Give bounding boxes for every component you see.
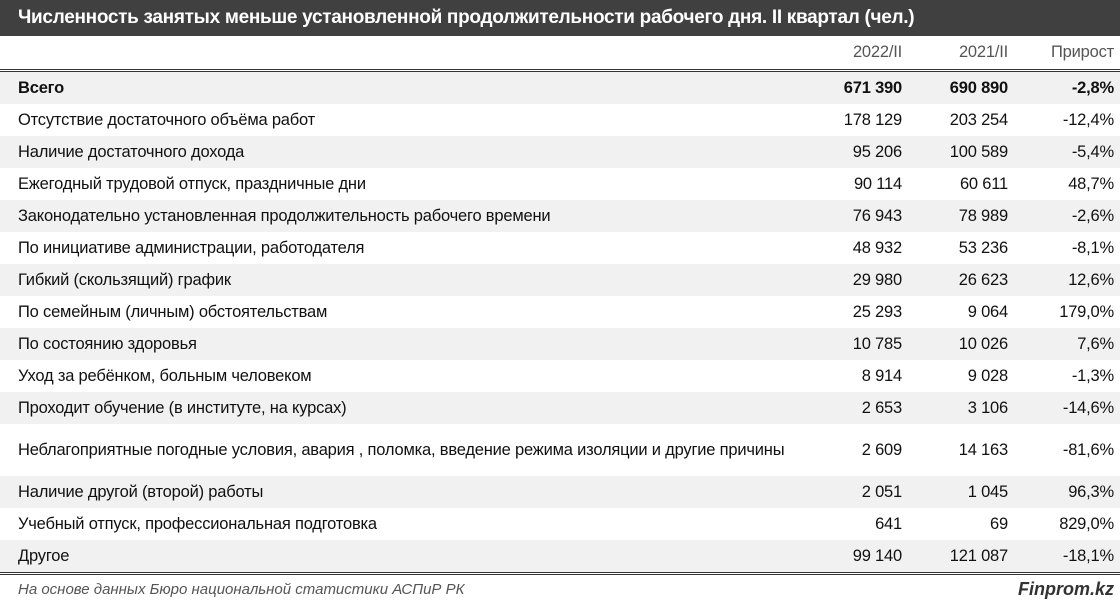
value-growth: -81,6%	[1062, 440, 1114, 459]
value-2021: 3 106	[967, 398, 1008, 417]
row-label: Неблагоприятные погодные условия, авария , поломка, введение режима изоляции и другие причины	[18, 441, 785, 459]
value-2022: 29 980	[852, 270, 902, 289]
table-row	[0, 360, 1120, 392]
row-label: Законодательно установленная продолжительность рабочего времени	[18, 207, 551, 225]
table-row	[0, 476, 1120, 508]
row-label: Другое	[18, 547, 70, 565]
value-2022: 25 293	[852, 302, 902, 321]
value-growth: 96,3%	[1068, 482, 1114, 501]
table-row	[0, 508, 1120, 540]
value-2022: 76 943	[852, 206, 902, 225]
table-row	[0, 296, 1120, 328]
table-row	[0, 104, 1120, 136]
value-2022: 95 206	[852, 142, 902, 161]
row-label: Отсутствие достаточного объёма работ	[18, 111, 316, 129]
row-label: Наличие достаточного дохода	[18, 143, 245, 161]
row-label: Ежегодный трудовой отпуск, праздничные дни	[18, 175, 366, 193]
value-2021: 10 026	[958, 334, 1008, 353]
value-2022: 10 785	[852, 334, 902, 353]
table-row	[0, 424, 1120, 476]
value-growth: -2,8%	[1071, 78, 1114, 97]
value-2022: 48 932	[852, 238, 902, 257]
row-label: Уход за ребёнком, больным человеком	[18, 367, 312, 385]
value-2022: 2 051	[861, 482, 902, 501]
value-2021: 9 028	[967, 366, 1008, 385]
value-2021: 26 623	[958, 270, 1008, 289]
value-2022: 90 114	[853, 174, 902, 193]
value-2022: 2 653	[861, 398, 902, 417]
value-2021: 121 087	[949, 546, 1008, 565]
value-2021: 14 163	[958, 440, 1008, 459]
row-label: Всего	[18, 79, 65, 97]
value-growth: 829,0%	[1059, 514, 1114, 533]
value-growth: 48,7%	[1068, 174, 1114, 193]
table-row	[0, 168, 1120, 200]
row-label: По состоянию здоровья	[18, 335, 197, 353]
value-growth: -18,1%	[1062, 546, 1114, 565]
table-row	[0, 232, 1120, 264]
footer	[0, 575, 1120, 602]
value-2022: 99 140	[852, 546, 902, 565]
value-growth: -5,4%	[1071, 142, 1114, 161]
value-2021: 78 989	[958, 206, 1008, 225]
value-growth: 12,6%	[1068, 270, 1114, 289]
value-growth: -2,6%	[1071, 206, 1114, 225]
table-header	[0, 36, 1120, 72]
value-2021: 60 611	[959, 174, 1008, 193]
value-2022: 178 129	[843, 110, 902, 129]
table-title: Численность занятых меньше установленной продолжительности рабочего дня. II квартал (чел.)	[0, 0, 1120, 36]
value-2021: 690 890	[949, 78, 1008, 97]
value-2021: 9 064	[967, 302, 1008, 321]
header-2021: 2021/II	[958, 43, 1008, 61]
value-growth: -12,4%	[1062, 110, 1114, 129]
value-growth: -1,3%	[1071, 366, 1114, 385]
value-2022: 671 390	[843, 78, 902, 97]
table-row	[0, 328, 1120, 360]
value-2021: 69	[990, 514, 1008, 533]
table-row	[0, 200, 1120, 232]
source-note: На основе данных Бюро национальной статистики АСПиР РК	[18, 580, 465, 598]
row-label: По инициативе администрации, работодателя	[18, 239, 365, 257]
row-label: По семейным (личным) обстоятельствам	[18, 303, 328, 321]
row-label: Учебный отпуск, профессиональная подготовка	[18, 515, 377, 533]
table-row	[0, 392, 1120, 424]
table-row	[0, 136, 1120, 168]
row-label: Проходит обучение (в институте, на курсах)	[18, 399, 347, 417]
value-2021: 53 236	[958, 238, 1008, 257]
value-2021: 100 589	[949, 142, 1008, 161]
value-growth: 179,0%	[1059, 302, 1114, 321]
value-2021: 203 254	[949, 110, 1008, 129]
value-growth: -8,1%	[1071, 238, 1114, 257]
brand-logo: Finprom.kz	[1017, 578, 1114, 599]
header-growth: Прирост	[1050, 43, 1114, 61]
row-label: Наличие другой (второй) работы	[18, 483, 264, 501]
value-growth: 7,6%	[1077, 334, 1114, 353]
value-2022: 2 609	[861, 440, 902, 459]
value-2022: 641	[875, 514, 902, 533]
table-row-total	[0, 72, 1120, 104]
value-growth: -14,6%	[1062, 398, 1114, 417]
table-row	[0, 264, 1120, 296]
value-2021: 1 045	[967, 482, 1008, 501]
row-label: Гибкий (скользящий) график	[18, 271, 231, 289]
header-2022: 2022/II	[852, 43, 902, 61]
table-row	[0, 540, 1120, 572]
value-2022: 8 914	[861, 366, 902, 385]
table-body	[0, 72, 1120, 572]
